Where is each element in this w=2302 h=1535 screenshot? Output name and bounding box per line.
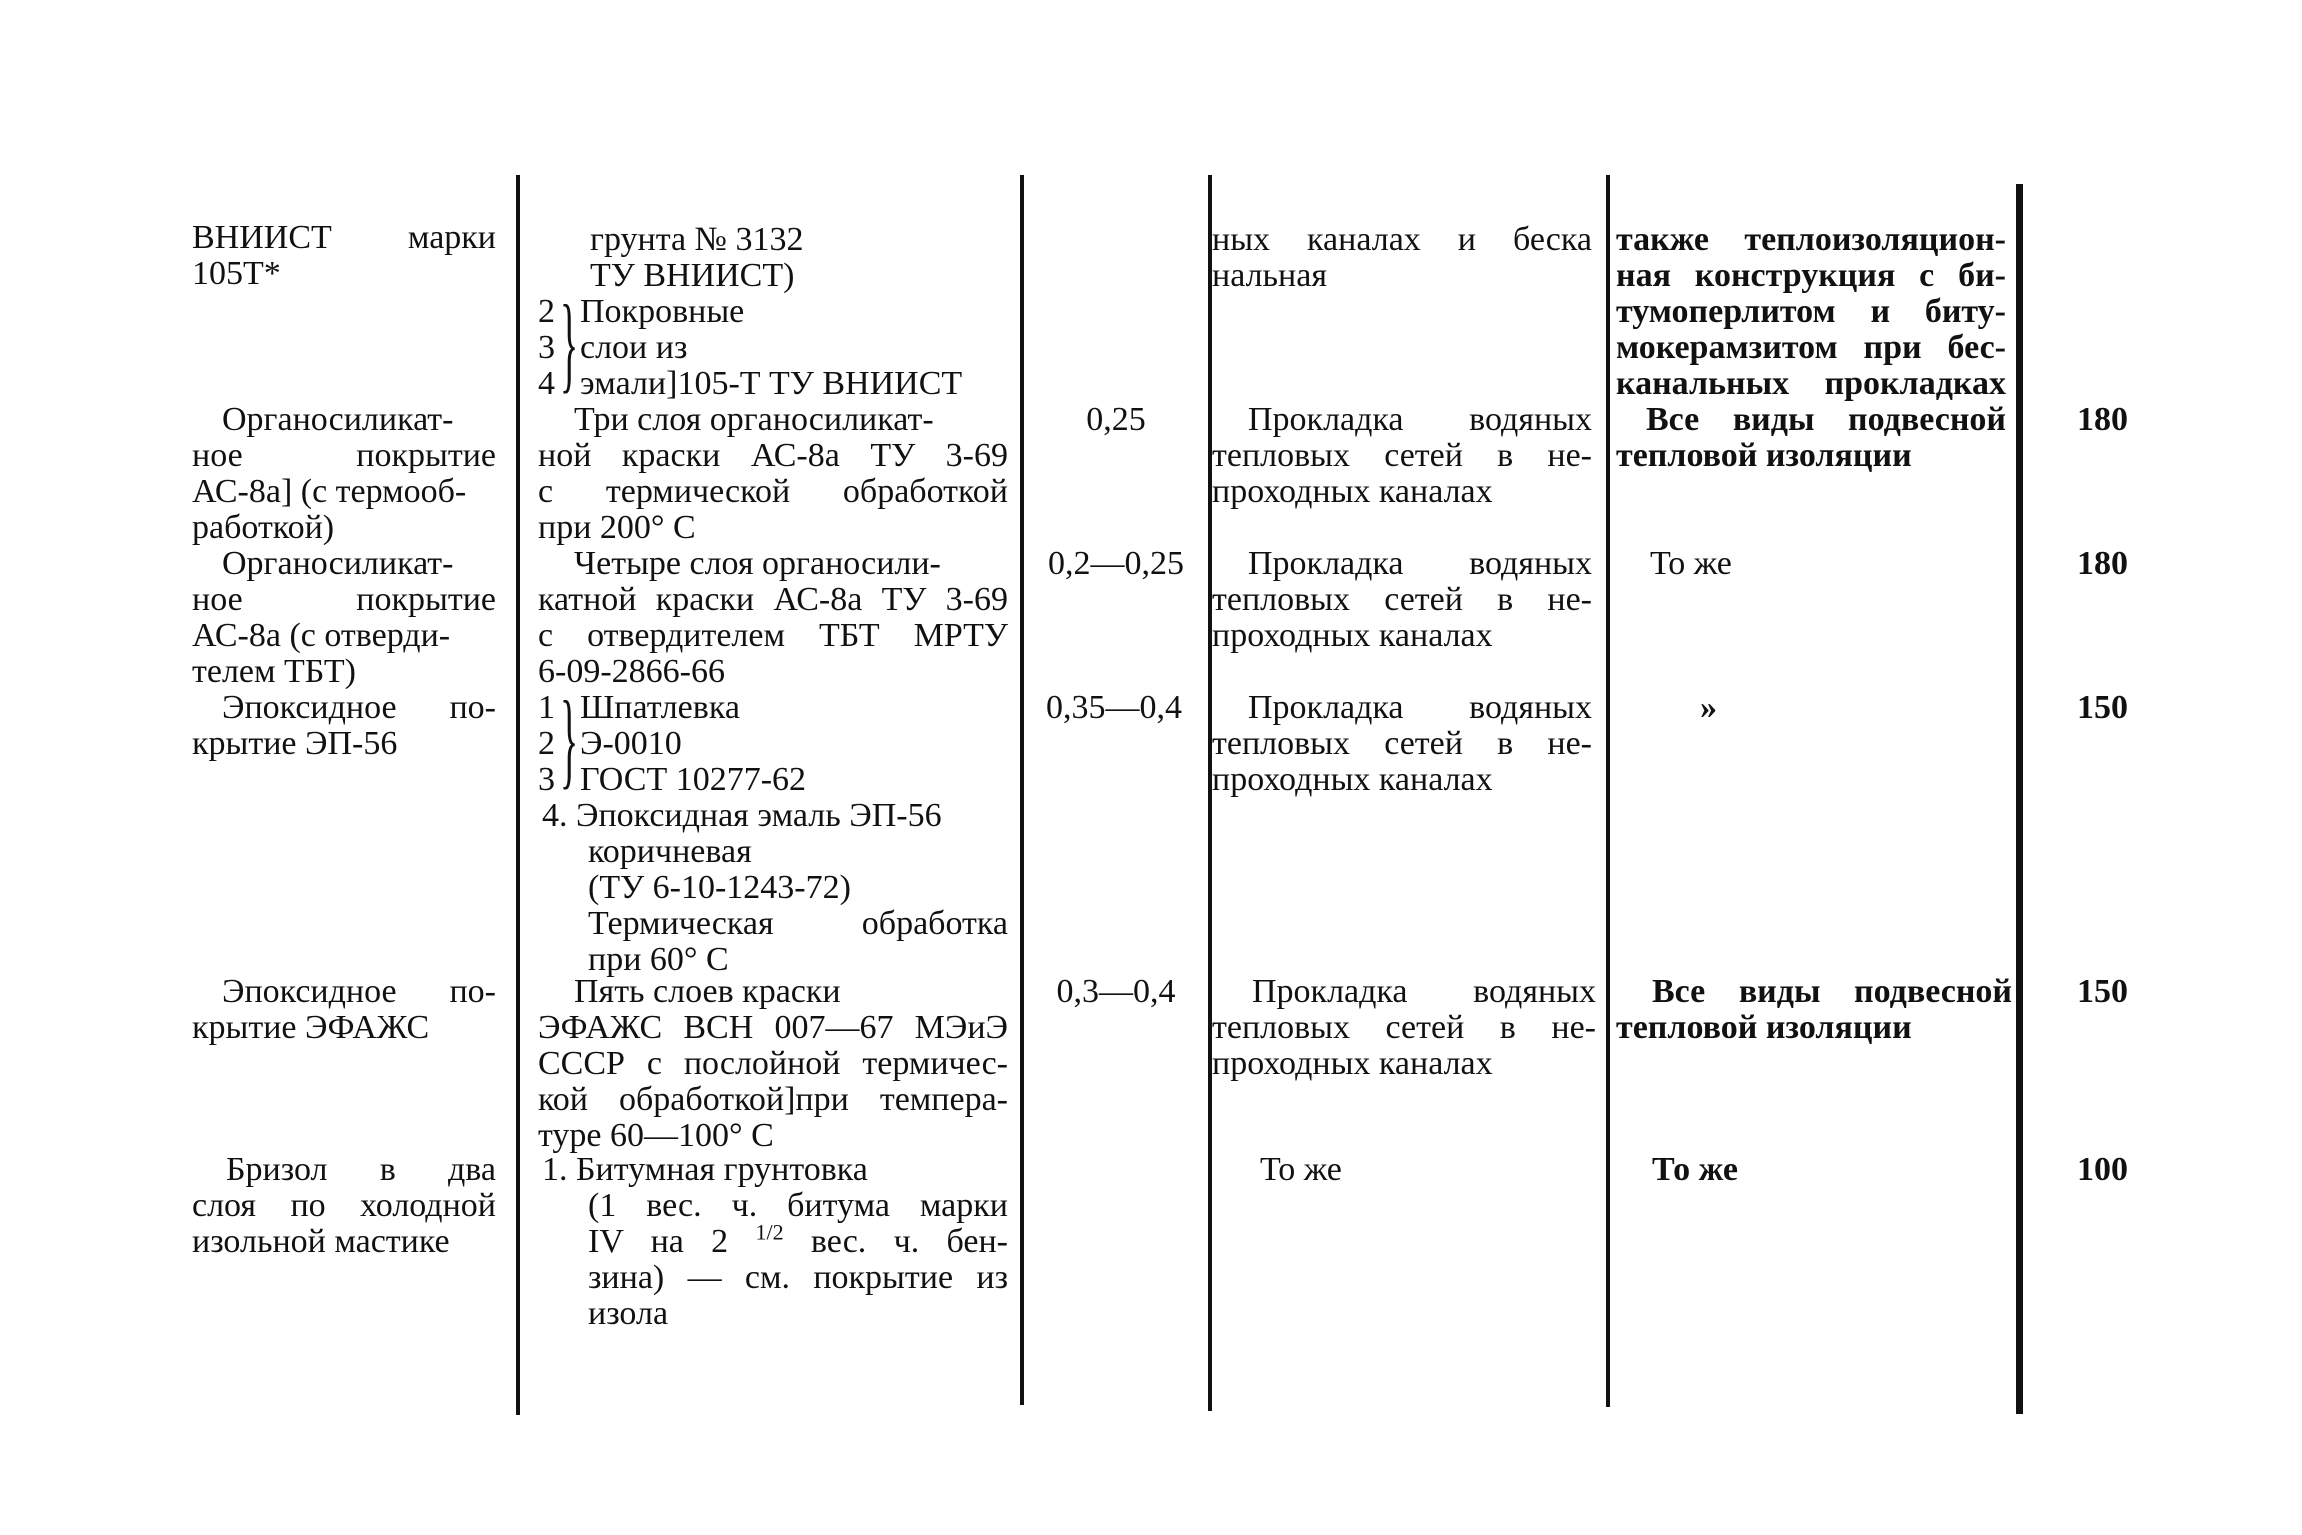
row3-thickness-value: 0,2—0,25 [1048, 545, 1184, 582]
row2-insulation-line: тепловой изоляции [1616, 437, 1912, 474]
row4-brace-line: ГОСТ 10277-62 [580, 761, 807, 798]
curly-brace-icon: } [560, 284, 579, 403]
row5-insulation [1616, 974, 2012, 1046]
row3-application [1212, 546, 1592, 654]
row1-insulation-line: также теплоизоляцион- [1616, 221, 2006, 258]
row5-temperature-value: 150 [2077, 973, 2128, 1010]
row4-coating [192, 690, 496, 762]
row5-application [1212, 974, 1596, 1082]
row3-application-line: Прокладка водяных [1248, 545, 1592, 582]
row2-coating-line: АС-8а] (с термооб- [192, 473, 467, 510]
row6-composition-fragment: вес. ч. бен- [810, 1223, 1008, 1260]
row3-temperature-value: 180 [2077, 545, 2128, 582]
row5-temperature [2040, 974, 2128, 1010]
row1-application-line1: ных каналах и беска [1212, 221, 1592, 258]
row4-brace-num: 2 [538, 725, 555, 762]
row3-composition-line: катной краски АС-8а ТУ 3-69 [538, 581, 1008, 618]
row1-brace-num: 4 [538, 365, 555, 402]
column-rule-4 [1606, 175, 1610, 1407]
row5-coating-line: Эпоксидное по- [222, 973, 496, 1010]
curly-brace-icon: } [560, 680, 579, 799]
row4-temperature-value: 150 [2077, 689, 2128, 726]
row3-coating [192, 546, 496, 690]
row6-composition-fraction: 1/2 [755, 1219, 784, 1245]
row2-coating-line: работкой) [192, 509, 335, 546]
row6-temperature [2040, 1152, 2128, 1188]
row2-composition-line: ной краски АС-8а ТУ 3-69 [538, 437, 1008, 474]
row5-insulation-line: Все виды подвесной [1652, 973, 2012, 1010]
row2-application-line: проходных каналах [1212, 473, 1493, 510]
row2-coating-line: ное покрытие [192, 437, 496, 474]
row3-composition-line: 6-09-2866-66 [538, 653, 725, 690]
row5-thickness [1030, 974, 1202, 1010]
row1-brace-num: 2 [538, 293, 555, 330]
row1-insulation-line: канальных прокладках [1616, 365, 2006, 402]
row1-composition [538, 222, 1008, 402]
row1-insulation-line: мокерамзитом при бес- [1616, 329, 2006, 366]
row4-application-line: проходных каналах [1212, 761, 1493, 798]
row1-composition-brace-group [538, 284, 1008, 403]
row1-brace-line: эмали]105-Т ТУ ВНИИСТ [580, 365, 963, 402]
row6-composition-line [538, 1219, 1008, 1260]
row4-thickness [1022, 690, 1206, 726]
row1-brace-line: Покровные [580, 293, 745, 330]
row6-composition [538, 1152, 1008, 1332]
row6-composition-item1: 1. Битумная грунтовка [542, 1151, 868, 1188]
row2-application-line: тепловых сетей в не- [1212, 437, 1592, 474]
row1-coating-line1: ВНИИСТ марки [192, 219, 496, 256]
row4-composition-brace-group [538, 680, 1008, 799]
row5-composition [538, 974, 1008, 1154]
row3-application-line: проходных каналах [1212, 617, 1493, 654]
row4-thickness-value: 0,35—0,4 [1046, 689, 1182, 726]
row6-composition-line: (1 вес. ч. битума марки [588, 1187, 1008, 1224]
row4-application [1212, 690, 1592, 798]
row5-application-line: проходных каналах [1212, 1045, 1493, 1082]
row4-composition [538, 680, 1008, 978]
row5-coating-line: крытие ЭФАЖС [192, 1009, 430, 1046]
row3-insulation-line: То же [1650, 545, 1732, 582]
row3-composition-line: с отвердителем ТБТ МРТУ [538, 617, 1008, 654]
row6-composition-fragment: IV на 2 [588, 1223, 729, 1260]
column-rule-5 [2016, 184, 2023, 1414]
row3-coating-line: Органосиликат- [222, 545, 454, 582]
row3-insulation [1616, 546, 2006, 582]
row6-coating-line: Бризол в два [226, 1151, 496, 1188]
row1-coating [192, 220, 496, 292]
row6-coating [192, 1152, 496, 1260]
row4-composition-line: Термическая обработка [588, 905, 1008, 942]
row6-application [1212, 1152, 1592, 1188]
row6-insulation [1616, 1152, 2006, 1188]
row4-coating-line: Эпоксидное по- [222, 689, 496, 726]
row4-brace-line: Шпатлевка [580, 689, 740, 726]
row5-application-line: тепловых сетей в не- [1212, 1009, 1596, 1046]
row5-composition-line: СССР с послойной термичес- [538, 1045, 1008, 1082]
row4-composition-item4: 4. Эпоксидная эмаль ЭП-56 [542, 797, 942, 834]
row2-composition-line: при 200° С [538, 509, 696, 546]
row1-brace-line: слои из [580, 329, 688, 366]
row2-coating-line: Органосиликат- [222, 401, 454, 438]
row4-composition-line: (ТУ 6-10-1243-72) [588, 869, 851, 906]
row4-brace-num: 1 [538, 689, 555, 726]
row1-composition-line1: грунта № 3132 [590, 221, 804, 258]
row6-composition-line: зина) — см. покрытие из [588, 1259, 1008, 1296]
row5-composition-line: ЭФАЖС ВСН 007—67 МЭиЭ [538, 1009, 1008, 1046]
row1-application-line2: нальная [1212, 257, 1327, 294]
row2-temperature [2040, 402, 2128, 438]
row2-insulation-line: Все виды подвесной [1646, 401, 2006, 438]
row6-application-line: То же [1260, 1151, 1342, 1188]
row1-insulation-line: тумоперлитом и биту- [1616, 293, 2006, 330]
row1-brace-num: 3 [538, 329, 555, 366]
row4-application-line: Прокладка водяных [1248, 689, 1592, 726]
row6-coating-line: слоя по холодной [192, 1187, 496, 1224]
row3-coating-line: ное покрытие [192, 581, 496, 618]
row2-application-line: Прокладка водяных [1248, 401, 1592, 438]
row4-application-line: тепловых сетей в не- [1212, 725, 1592, 762]
row2-composition-line: с термической обработкой [538, 473, 1008, 510]
row1-application [1212, 222, 1592, 294]
row2-temperature-value: 180 [2077, 401, 2128, 438]
column-rule-2 [1020, 175, 1024, 1405]
row4-brace-line: Э-0010 [580, 725, 682, 762]
row2-thickness [1030, 402, 1202, 438]
row3-thickness [1028, 546, 1204, 582]
row1-coating-line2: 105Т* [192, 255, 281, 292]
row5-insulation-line: тепловой изоляции [1616, 1009, 1912, 1046]
row5-composition-line: Пять слоев краски [574, 973, 841, 1010]
row2-composition [538, 402, 1008, 546]
row6-insulation-line: То же [1652, 1151, 1738, 1188]
row2-thickness-value: 0,25 [1086, 401, 1146, 438]
row6-composition-line: изола [588, 1295, 669, 1332]
row3-coating-line: телем ТБТ) [192, 653, 356, 690]
row6-coating-line: изольной мастике [192, 1223, 450, 1260]
row2-application [1212, 402, 1592, 510]
row5-coating [192, 974, 496, 1046]
row5-application-line: Прокладка водяных [1252, 973, 1596, 1010]
row6-temperature-value: 100 [2077, 1151, 2128, 1188]
row3-composition-line: Четыре слоя органосили- [574, 545, 941, 582]
row4-insulation [1616, 690, 2006, 726]
row3-application-line: тепловых сетей в не- [1212, 581, 1592, 618]
row3-coating-line: АС-8а (с отверди- [192, 617, 451, 654]
row4-coating-line: крытие ЭП-56 [192, 725, 398, 762]
row2-insulation [1616, 402, 2006, 474]
row4-composition-line: при 60° С [588, 941, 729, 978]
row5-composition-line: кой обработкой]при темпера- [538, 1081, 1008, 1118]
row2-coating [192, 402, 496, 546]
row1-composition-line2: ТУ ВНИИСТ) [590, 257, 795, 294]
row4-composition-line: коричневая [588, 833, 752, 870]
row5-thickness-value: 0,3—0,4 [1056, 973, 1176, 1010]
row4-insulation-ditto: » [1700, 689, 1717, 726]
row1-insulation-line: ная конструкция с би- [1616, 257, 2006, 294]
row4-brace-num: 3 [538, 761, 555, 798]
row5-composition-line: туре 60—100° С [538, 1117, 774, 1154]
row1-insulation [1616, 222, 2006, 402]
row3-composition [538, 546, 1008, 690]
column-rule-1 [516, 175, 520, 1415]
row3-temperature [2040, 546, 2128, 582]
row2-composition-line: Три слоя органосиликат- [574, 401, 934, 438]
row4-temperature [2040, 690, 2128, 726]
